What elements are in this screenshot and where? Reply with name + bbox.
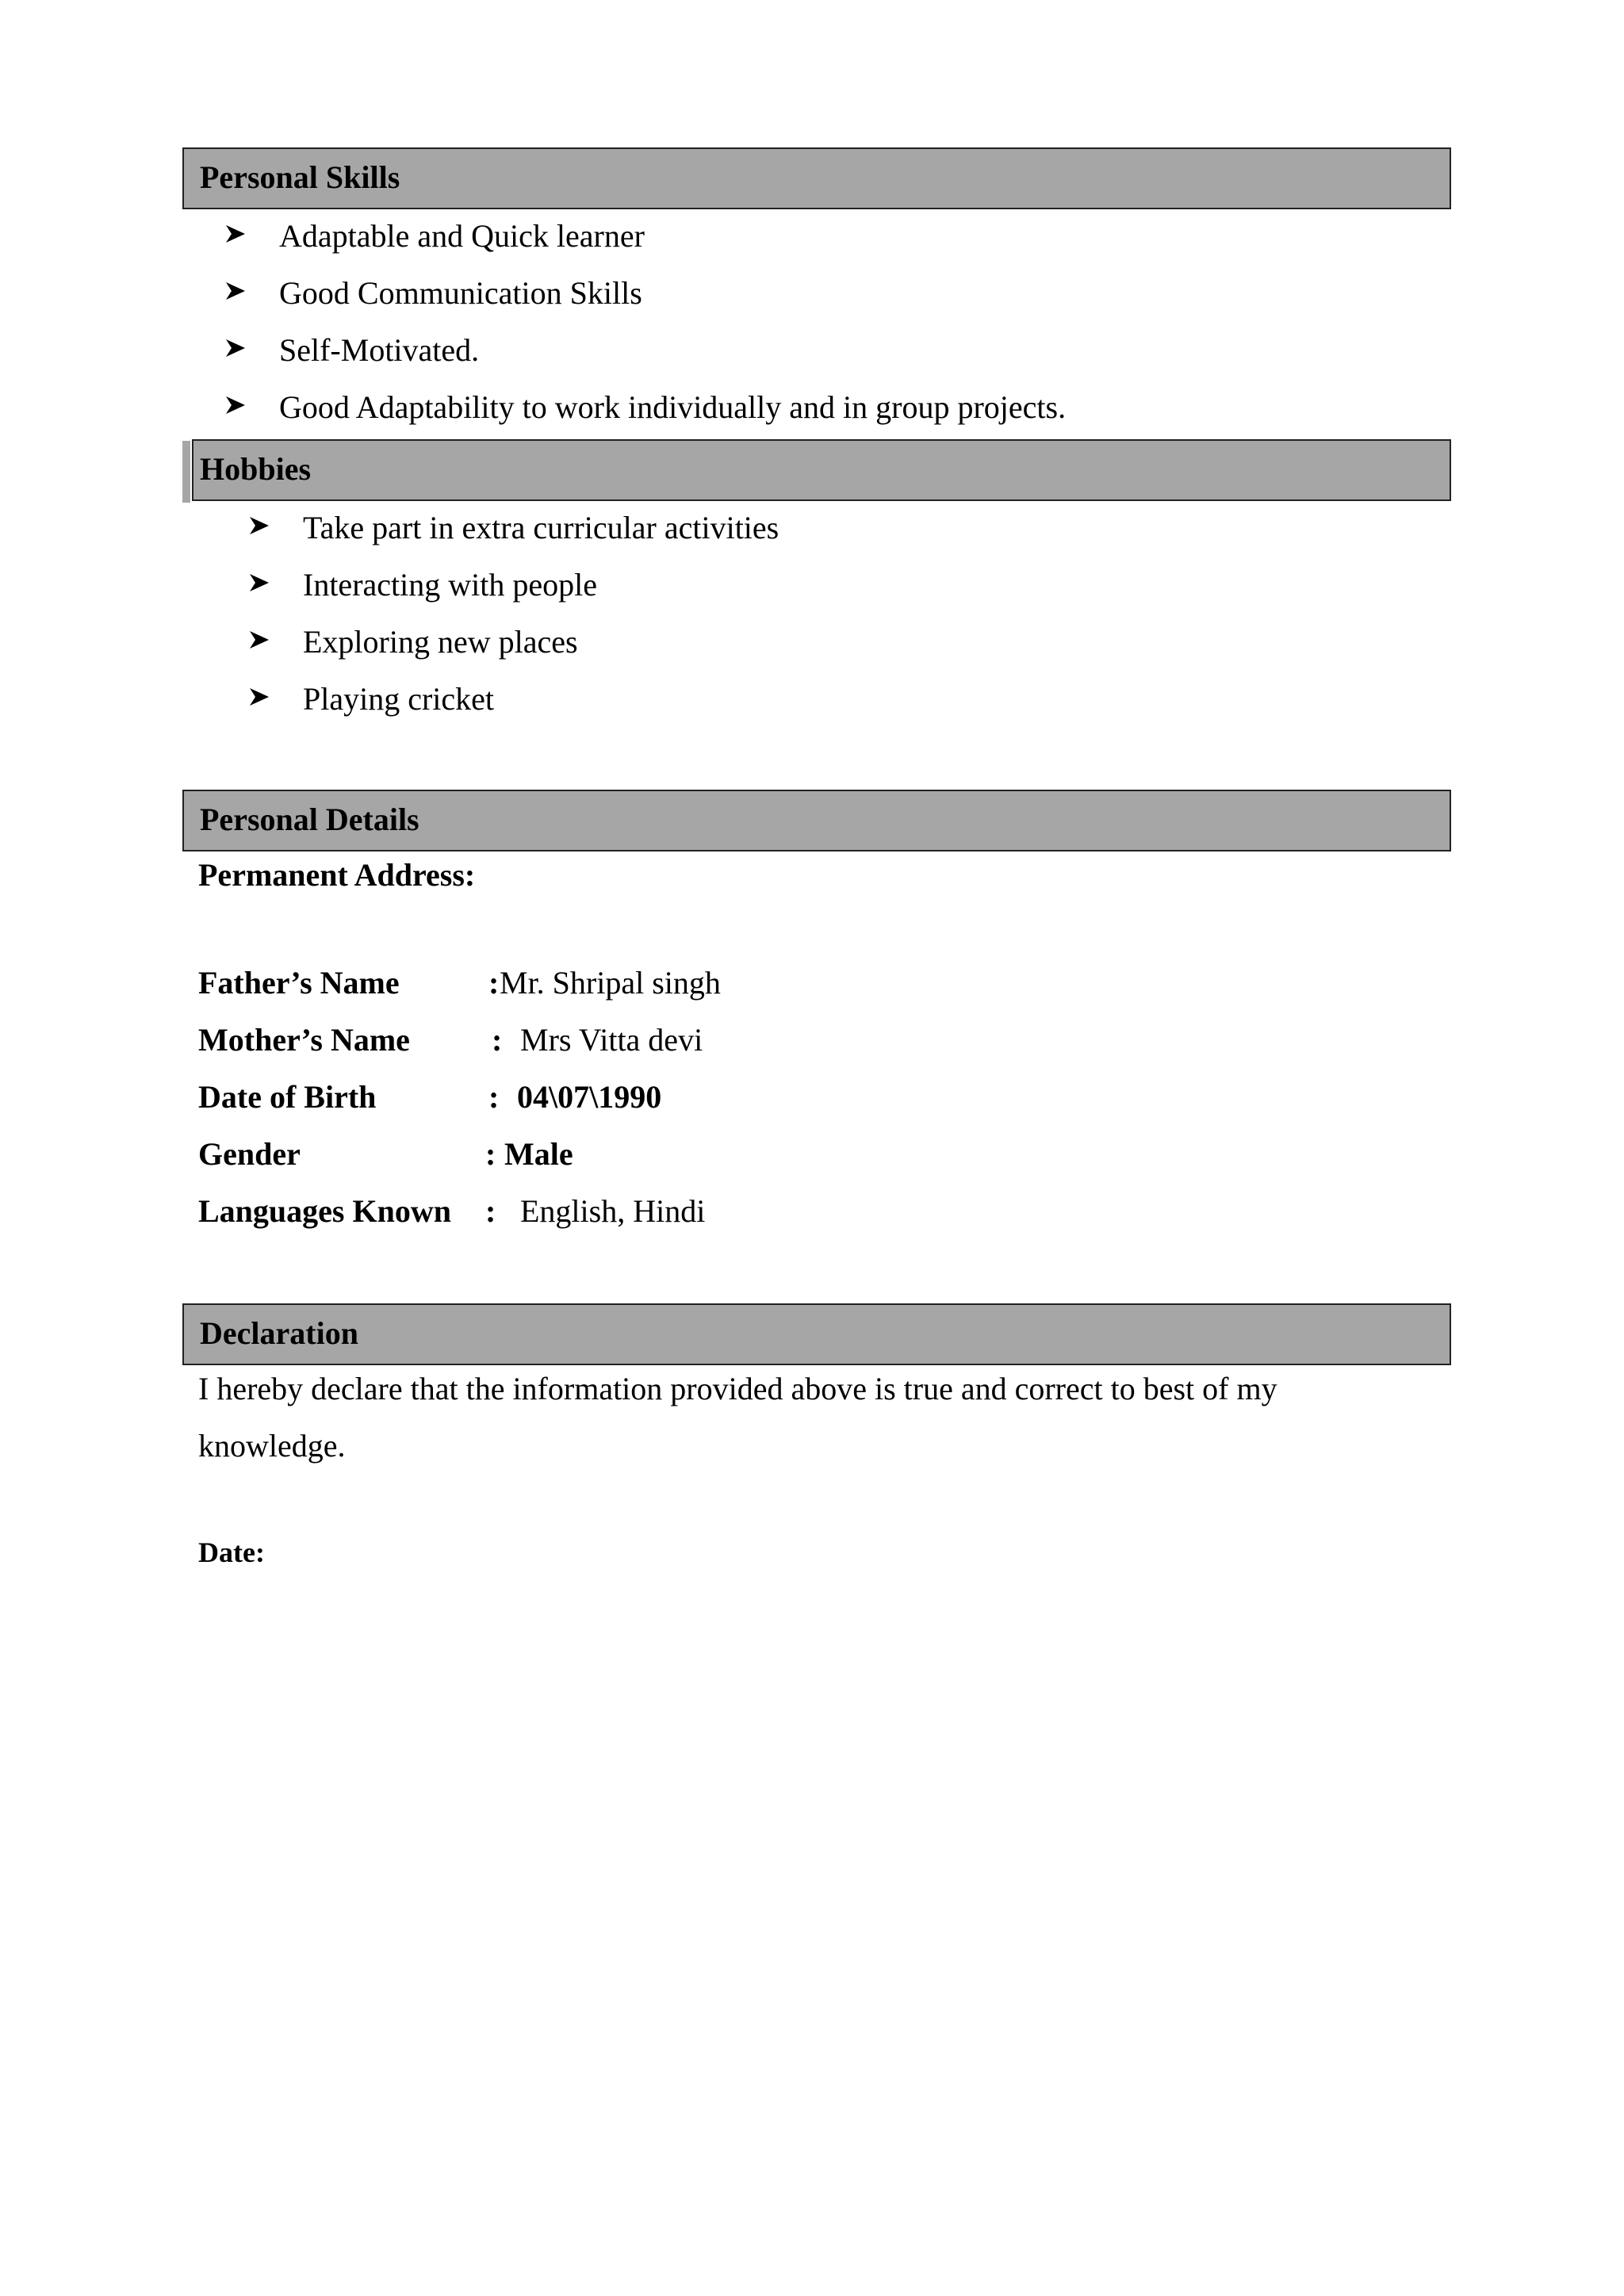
skill-item	[224, 211, 645, 255]
declaration-header	[182, 1303, 1451, 1365]
personal-skills-title: Personal Skills	[200, 159, 400, 195]
detail-value: 04\07\1990	[517, 1079, 662, 1115]
detail-key: Father’s Name	[198, 965, 400, 1001]
detail-value: Male	[504, 1136, 573, 1172]
detail-separator: :	[485, 1193, 496, 1229]
skill-text: Self-Motivated.	[279, 331, 480, 368]
date-label: Date:	[198, 1536, 265, 1568]
detail-value: Mr. Shripal singh	[500, 965, 721, 1001]
hobby-text: Exploring new places	[303, 623, 578, 660]
arrow-bullet-icon	[224, 393, 247, 417]
hobby-text: Playing cricket	[303, 680, 495, 717]
skill-item	[224, 382, 1066, 427]
skill-text: Good Adaptability to work individually and in group projects.	[279, 388, 1067, 425]
personal-details-title: Personal Details	[200, 802, 419, 837]
arrow-bullet-icon	[247, 628, 271, 652]
declaration-text-line-1: I hereby declare that the information provided above is true and correct to best of my	[198, 1371, 1277, 1406]
permanent-address-label: Permanent Address:	[198, 857, 476, 893]
detail-separator: :	[492, 1022, 503, 1058]
arrow-bullet-icon	[247, 685, 271, 709]
hobbies-header	[192, 439, 1451, 501]
detail-separator: :	[485, 1136, 496, 1172]
hobby-item	[247, 674, 494, 718]
arrow-bullet-icon	[224, 336, 247, 360]
hobbies-title: Hobbies	[200, 451, 312, 487]
arrow-bullet-icon	[224, 279, 247, 303]
arrow-bullet-icon	[247, 571, 271, 595]
detail-key: Mother’s Name	[198, 1022, 410, 1058]
detail-key: Date of Birth	[198, 1079, 377, 1115]
hobby-text: Take part in extra curricular activities	[303, 509, 779, 545]
detail-key: Gender	[198, 1136, 301, 1172]
personal-details-header	[182, 790, 1451, 851]
detail-separator: :	[488, 965, 500, 1001]
personal-skills-header	[182, 147, 1451, 209]
skill-text: Adaptable and Quick learner	[279, 217, 645, 254]
declaration-text-line-2: knowledge.	[198, 1428, 346, 1464]
hobby-item	[247, 617, 578, 661]
detail-value: English, Hindi	[520, 1193, 706, 1229]
hobby-item	[247, 503, 779, 547]
arrow-bullet-icon	[247, 514, 271, 538]
skill-text: Good Communication Skills	[279, 274, 642, 311]
hobby-text: Interacting with people	[303, 566, 597, 603]
detail-value: Mrs Vitta devi	[520, 1022, 703, 1058]
detail-key: Languages Known	[198, 1193, 451, 1229]
skill-item	[224, 268, 642, 312]
detail-separator: :	[488, 1079, 500, 1115]
skill-item	[224, 325, 479, 369]
hobby-item	[247, 560, 597, 604]
declaration-text	[198, 1360, 1435, 1475]
declaration-title: Declaration	[200, 1315, 358, 1351]
hobbies-header-tab	[182, 441, 190, 503]
arrow-bullet-icon	[224, 222, 247, 246]
